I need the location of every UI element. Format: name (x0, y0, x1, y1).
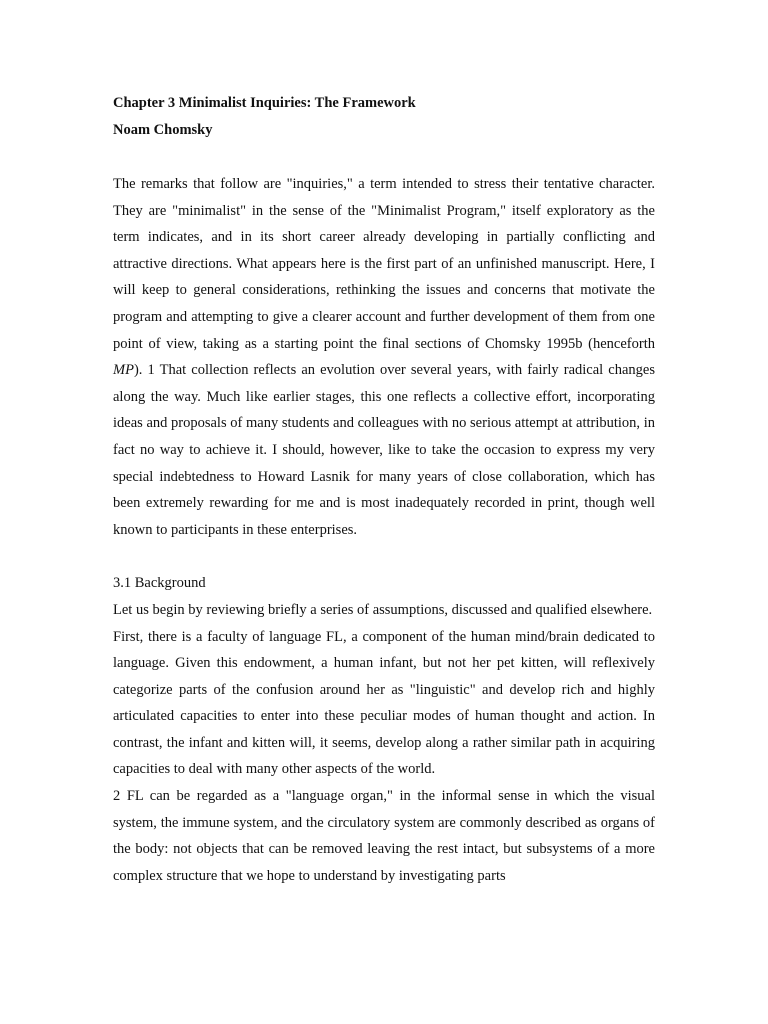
intro-text-part-2: ). 1 That collection reflects an evolution over several years, with fairly radical changes along the way. Much like earlier stages, this one reflects a collective effort, incorporating ideas and proposals of many students and colleagues with no serious attempt at attribution, in fact no way to achieve it. I should, however, like to take the occasion to express my very special indebtedness to Howard Lasnik for many years of close collaboration, which has been extremely rewarding for me and is most inadequately recorded in print, though well known to participants in these enterprises. (113, 362, 655, 538)
body-paragraph-1: Let us begin by reviewing briefly a series of assumptions, discussed and qualified elsewhere. (113, 601, 653, 618)
paragraph-gap (113, 543, 655, 570)
section-heading: 3.1 Background (113, 575, 206, 592)
chapter-title: Chapter 3 Minimalist Inquiries: The Framework (113, 95, 416, 111)
document-page (113, 90, 655, 889)
body-paragraph-3: 2 FL can be regarded as a "language organ," in the informal sense in which the visual system, the immune system, and the circulatory system are commonly described as organs of the body: not objects that can be removed leaving the rest intact, but subsystems of a more complex structure that we hope to understand by investigating parts (113, 788, 655, 884)
body-paragraph-2: First, there is a faculty of language FL, a component of the human mind/brain dedicated to language. Given this endowment, a human infant, but not her pet kitten, will reflexively categorize parts of the confusion around her as "linguistic" and develop rich and highly articulated capacities to enter into these peculiar modes of human thought and action. In contrast, the infant and kitten will, it seems, develop along a rather similar path in acquiring capacities to deal with many other aspects of the world. (113, 628, 655, 778)
intro-text-part-1: The remarks that follow are "inquiries," a term intended to stress their tentative character. They are "minimalist" in the sense of the "Minimalist Program," itself exploratory as the term indicates, and in its short career already developing in partially conflicting and attractive directions. What appears here is the first part of an unfinished manuscript. Here, I will keep to general considerations, rethinking the issues and concerns that motivate the program and attempting to give a clearer account and further development of them from one point of view, taking as a starting point the final sections of Chomsky 1995b (henceforth (113, 176, 655, 352)
author-name: Noam Chomsky (113, 122, 213, 138)
intro-paragraph (113, 171, 655, 543)
intro-italic-abbrev: MP (113, 362, 134, 379)
